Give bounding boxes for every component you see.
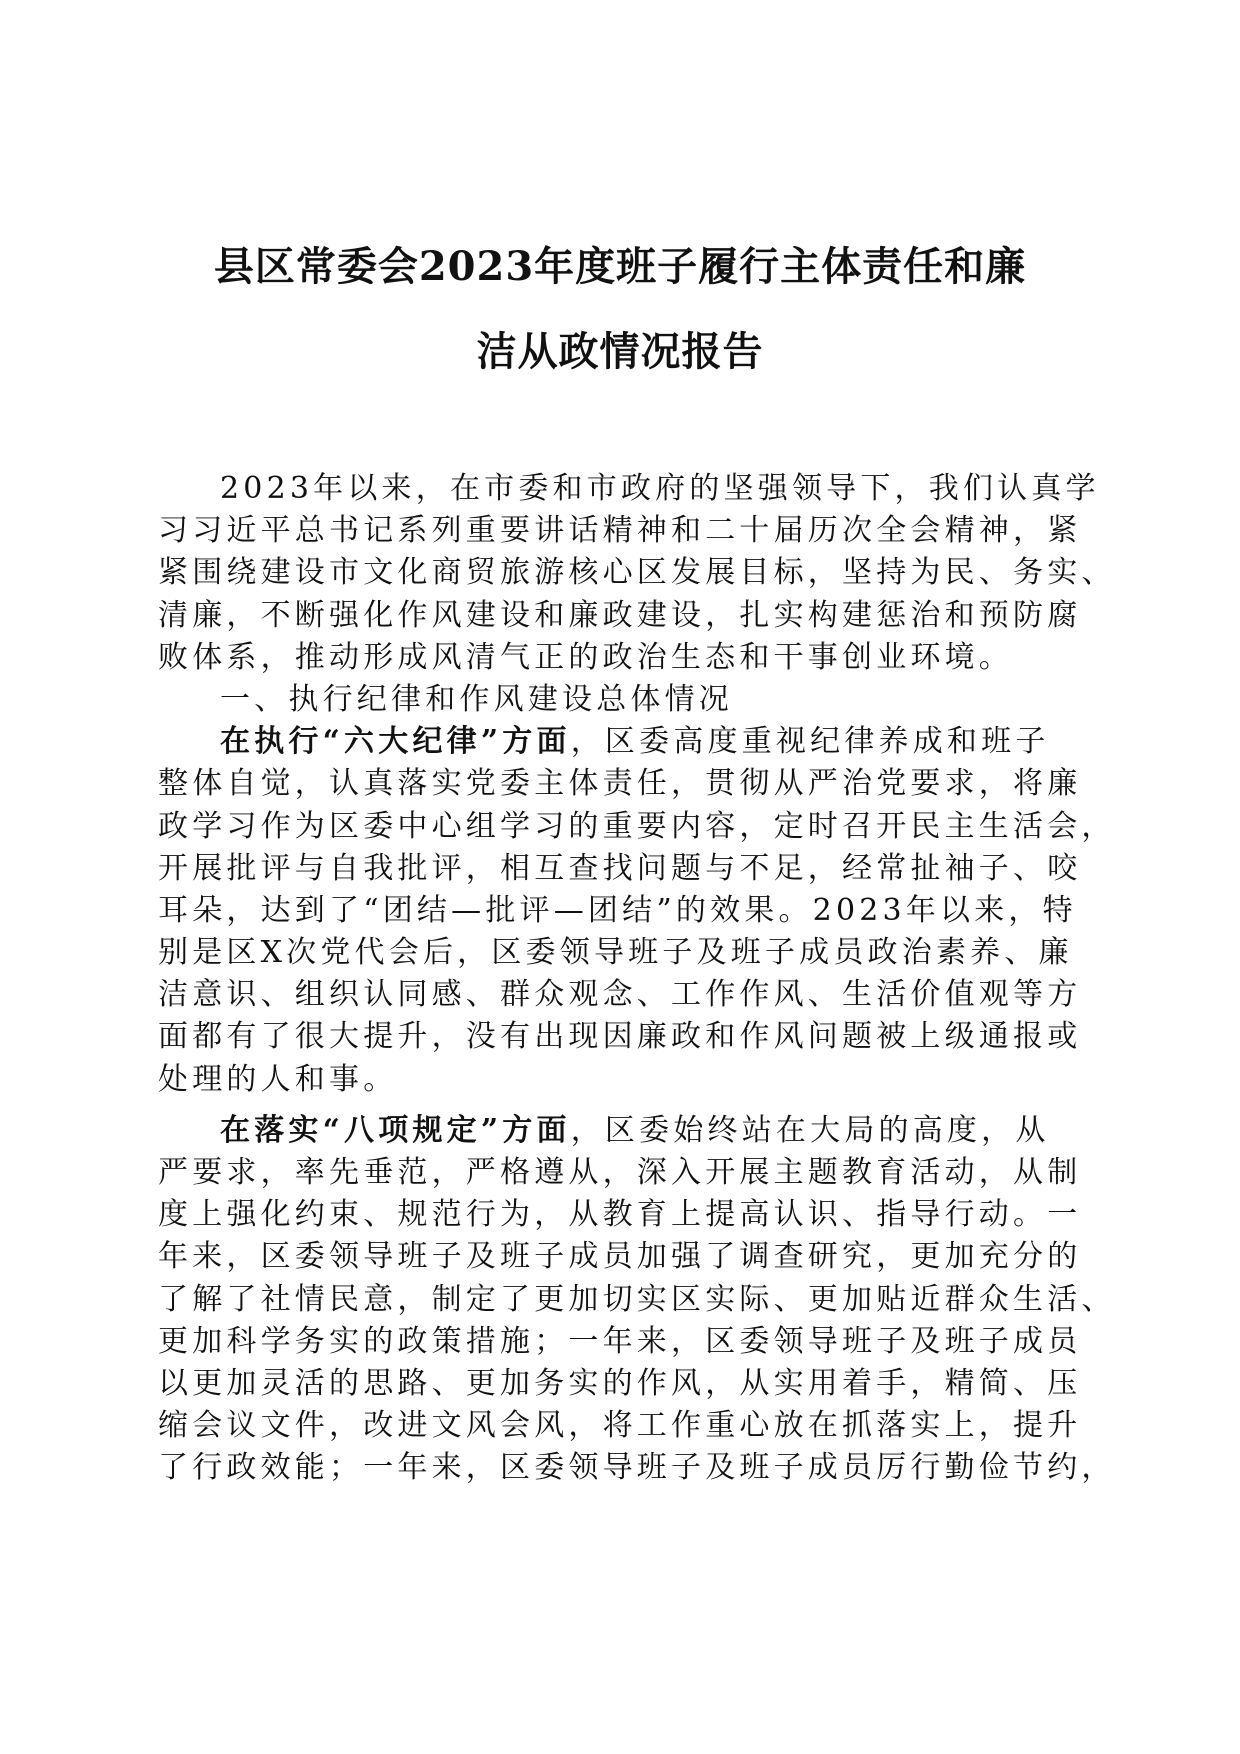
paragraph-1-lead: 在执行“六大纪律”方面 (220, 724, 571, 760)
paragraph-2-first-rest: ，区委始终站在大局的高度，从 (570, 1112, 1050, 1148)
paragraph-1-first-line (158, 721, 1082, 763)
title-line-2: 洁从政情况报告 (476, 328, 764, 375)
intro-line: 紧围绕建设市文化商贸旅游核心区发展目标，坚持为民、务实、 (158, 555, 1116, 591)
document-title (150, 224, 1090, 394)
paragraph-2-line: 更加科学务实的政策措施；一年来，区委领导班子及班子成员 (158, 1323, 1082, 1359)
intro-line: 2023年以来，在市委和市政府的坚强领导下，我们认真学 (220, 471, 1100, 506)
paragraph-2-line: 以更加灵活的思路、更加务实的作风，从实用着手，精简、压 (158, 1365, 1082, 1401)
paragraph-2-first-line (158, 1110, 1082, 1152)
paragraph-1-line: 处理的人和事。 (158, 1061, 398, 1097)
paragraph-1-first-rest: ，区委高度重视纪律养成和班子 (570, 724, 1050, 760)
title-line-1: 县区常委会2023年度班子履行主体责任和廉 (213, 243, 1027, 290)
paragraph-1-line: 面都有了很大提升，没有出现因廉政和作风问题被上级通报或 (158, 1019, 1082, 1055)
paragraph-1-line: 别是区X次党代会后，区委领导班子及班子成员政治素养、廉 (158, 935, 1073, 971)
document-body (158, 468, 1116, 1490)
paragraph-1-line: 洁意识、组织认同感、群众观念、工作作风、生活价值观等方 (158, 977, 1082, 1013)
paragraph-2-line: 严要求，率先垂范，严格遵从，深入开展主题教育活动，从制 (158, 1155, 1082, 1190)
paragraph-1-line: 政学习作为区委中心组学习的重要内容，定时召开民主生活会， (158, 808, 1116, 844)
paragraph-2-line: 缩会议文件，改进文风会风，将工作重心放在抓落实上，提升 (158, 1408, 1082, 1444)
paragraph-1-line: 开展批评与自我批评，相互查找问题与不足，经常扯袖子、咬 (158, 850, 1082, 886)
intro-line: 习习近平总书记系列重要讲话精神和二十届历次全会精神，紧 (158, 513, 1082, 549)
paragraph-2-line: 年来，区委领导班子及班子成员加强了调查研究，更加充分的 (158, 1239, 1082, 1275)
paragraph-2-line: 度上强化约束、规范行为，从教育上提高认识、指导行动。一 (158, 1197, 1082, 1233)
paragraph-2-line: 了解了社情民意，制定了更加切实区实际、更加贴近群众生活、 (158, 1281, 1116, 1317)
intro-line: 败体系，推动形成风清气正的政治生态和干事创业环境。 (158, 639, 1013, 675)
section-heading: 一、执行纪律和作风建设总体情况 (220, 681, 733, 717)
paragraph-2-line: 了行政效能；一年来，区委领导班子及班子成员厉行勤俭节约， (158, 1450, 1116, 1486)
paragraph-2-lead: 在落实“八项规定”方面 (220, 1112, 571, 1148)
paragraph-1-line: 整体自觉，认真落实党委主体责任，贯彻从严治党要求，将廉 (158, 766, 1082, 802)
intro-line: 清廉，不断强化作风建设和廉政建设，扎实构建惩治和预防腐 (158, 597, 1082, 633)
paragraph-1-line: 耳朵，达到了“团结—批评—团结”的效果。2023年以来，特 (158, 892, 1077, 928)
